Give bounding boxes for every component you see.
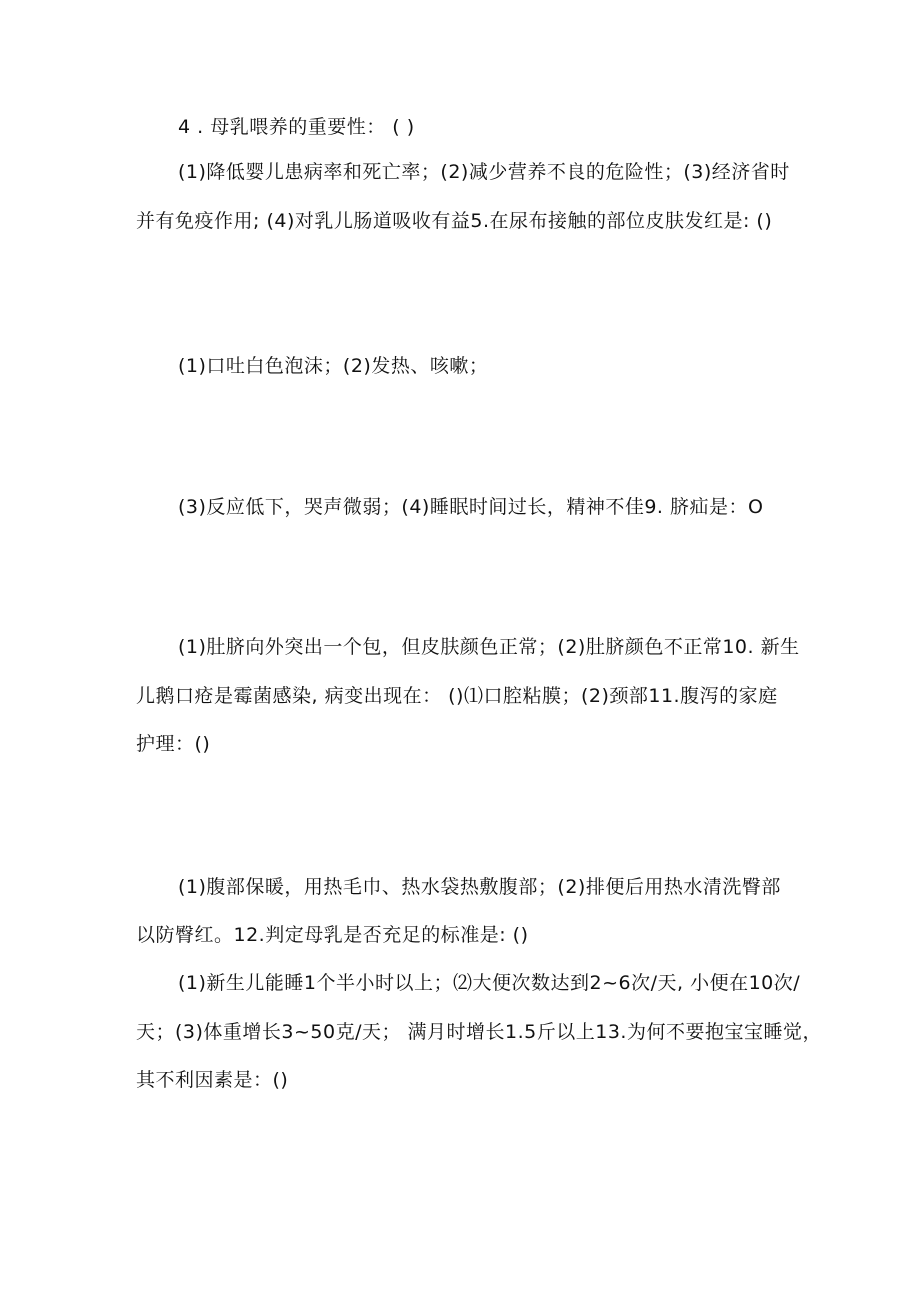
question-11-options-line-1: (1)腹部保暖，用热毛巾、热水袋热敷腹部；(2)排便后用热水清洗臀部 <box>178 876 781 898</box>
question-4-options-line-1: (1)降低婴儿患病率和死亡率；(2)减少营养不良的危险性；(3)经济省时 <box>178 161 790 183</box>
question-5-options-line-1: (1)口吐白色泡沫；(2)发热、咳嗽； <box>178 355 489 377</box>
question-11-line: 护理：() <box>136 733 211 755</box>
question-10-line: 儿鹅口疮是霉菌感染, 病变出现在： ()⑴口腔粘膜；(2)颈部11.腹泻的家庭 <box>136 685 778 707</box>
question-12-line: 以防臀红。12.判定母乳是否充足的标准是: () <box>136 924 529 946</box>
question-12-options-line-2: 天；(3)体重增长3~50克/天； 满月时增长1.5斤以上13.为何不要抱宝宝睡觉， <box>136 1021 822 1043</box>
question-5-options-line-2: (3)反应低下，哭声微弱；(4)睡眠时间过长，精神不佳9. 脐疝是：O <box>178 496 764 518</box>
question-13-line: 其不利因素是：() <box>136 1069 289 1091</box>
question-9-options-line: (1)肚脐向外突出一个包，但皮肤颜色正常；(2)肚脐颜色不正常10. 新生 <box>178 636 800 658</box>
question-12-options-line-1: (1)新生儿能睡1个半小时以上；⑵大便次数达到2~6次/天, 小便在10次/ <box>178 972 801 994</box>
question-4-options-line-2: 并有免疫作用; (4)对乳儿肠道吸收有益5.在尿布接触的部位皮肤发红是: () <box>136 210 773 232</box>
question-4-title: 4 . 母乳喂养的重要性： ( ) <box>178 116 415 138</box>
